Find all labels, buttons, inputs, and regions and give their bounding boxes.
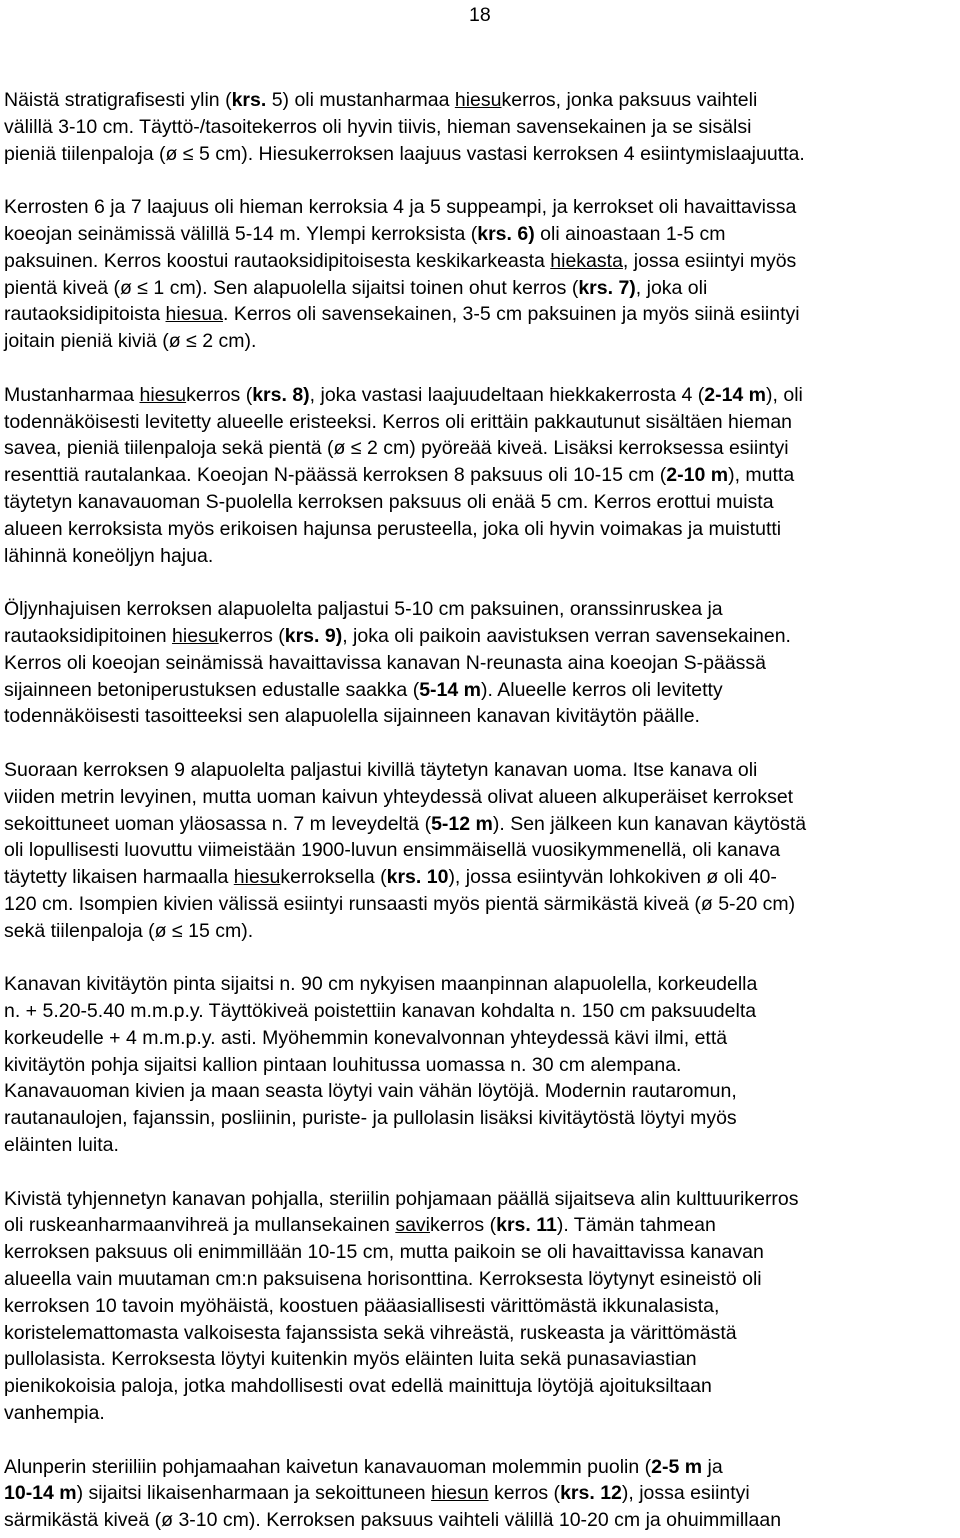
bold-text: krs. (560, 1482, 595, 1505)
bold-text: 2-14 m (704, 383, 767, 406)
text-line (4, 1025, 956, 1052)
text-segment: pientä kiveä (ø ≤ 1 cm). Sen alapuolella sijaitsi toinen ohut kerros ( (4, 276, 579, 299)
text-segment: ). Sen jälkeen kun kanavan käytöstä (492, 812, 807, 835)
text-segment: rautaoksidipitoinen (4, 624, 173, 647)
text-line (4, 677, 956, 704)
underlined-term: hiesu (139, 383, 187, 406)
text-segment: oli ruskeanharmaanvihreä ja mullansekainen (4, 1214, 396, 1237)
text-segment: todennäköisesti tasoitteeksi sen alapuolella sijainneen kanavan kivitäytön päälle. (4, 705, 700, 728)
text-segment: särmikästä kiveä (ø 3-10 cm). Kerroksen paksuus vaihteli välillä 10-20 cm ja ohuimmillaan (4, 1509, 782, 1532)
text-segment: ), mutta (728, 464, 795, 487)
text-line (4, 623, 956, 650)
text-segment: välillä 3-10 cm. Täyttö-/tasoitekerros oli hyvin tiivis, hieman savensekainen ja se sisälsi (4, 115, 752, 138)
text-line (4, 1186, 956, 1213)
text-segment: vanhempia. (4, 1402, 105, 1425)
text-line (4, 1480, 956, 1507)
text-line (4, 328, 956, 355)
text-segment: Kivistä tyhjennetyn kanavan pohjalla, steriilin pohjamaan päällä sijaitseva alin kulttuurikerros (4, 1187, 799, 1210)
text-line (4, 1052, 956, 1079)
text-segment: , jossa esiintyi myös (622, 249, 797, 272)
text-line (4, 462, 956, 489)
text-line (4, 1373, 956, 1400)
text-segment: rautanaulojen, fajanssin, posliinin, puriste- ja pullolasin lisäksi kivitäytöstä löytyi myös (4, 1107, 737, 1130)
text-segment: 120 cm. Isompien kivien välissä esiintyi runsaasti myös pientä särmikästä kiveä (ø 5-20 cm) (4, 892, 796, 915)
paragraph (4, 596, 956, 730)
bold-text: krs. (578, 276, 614, 299)
text-segment: Öljynhajuisen kerroksen alapuolelta paljastui 5-10 cm paksuinen, oranssinruskea ja (4, 598, 723, 621)
text-segment: Mustanharmaa (4, 383, 140, 406)
bold-text: 10 (426, 866, 449, 889)
text-segment: kerros ( (430, 1214, 497, 1237)
text-segment: alueen kerroksista myös erikoisen hajunsa perusteella, joka oli hyvin voimakas ja muistutti (4, 517, 782, 540)
text-segment: oli lopullisesti luovuttu viimeistään 1900-luvun ensimmäisellä vuosikymmenellä, oli kanava (4, 839, 781, 862)
text-line (4, 784, 956, 811)
text-line (4, 864, 956, 891)
text-line (4, 516, 956, 543)
text-line (4, 1454, 956, 1481)
text-segment: lähinnä koneöljyn hajua. (4, 544, 214, 567)
text-line (4, 275, 956, 302)
text-line (4, 891, 956, 918)
bold-text: 2-10 m (666, 464, 729, 487)
text-line (4, 489, 956, 516)
text-line (4, 1239, 956, 1266)
paragraph (4, 382, 956, 570)
text-segment: sekä tiilenpaloja (ø ≤ 15 cm). (4, 919, 254, 942)
text-segment: Kanavauoman kivien ja maan seasta löytyi vain vähän löytöjä. Modernin rautaromun, (4, 1080, 737, 1103)
text-line (4, 811, 956, 838)
text-segment: korkeudelle + 4 m.m.p.y. asti. Myöhemmin konevalvonnan yhteydessä kävi ilmi, että (4, 1026, 728, 1049)
text-line (4, 87, 956, 114)
text-segment: kivitäytön pohja sijaitsi kallion pintaan louhitussa uomassa n. 30 cm alempana. (4, 1053, 682, 1076)
text-segment: ) sijaitsi likaisenharmaan ja sekoittuneen (76, 1482, 432, 1505)
text-segment: kerros ( (218, 624, 285, 647)
bold-text: 12 (600, 1482, 622, 1505)
text-segment: todennäköisesti levitetty alueelle eristeeksi. Kerros oli erittäin pakkautunut sisältäen hieman (4, 410, 793, 433)
text-segment: kerroksen paksuus oli enimmillään 10-15 cm, mutta paikoin se oli havaittavissa kanavan (4, 1241, 764, 1264)
text-segment: , joka vastasi laajuudeltaan hiekkakerrosta 4 ( (309, 383, 705, 406)
text-segment: eläinten luita. (4, 1134, 119, 1157)
text-line (4, 301, 956, 328)
text-line (4, 543, 956, 570)
text-segment: joitain pieniä kiviä (ø ≤ 2 cm). (4, 330, 257, 353)
text-line (4, 1105, 956, 1132)
text-line (4, 918, 956, 945)
text-segment: Kerros oli koeojan seinämissä havaittavissa kanavan N-reunasta aina koeojan S-päässä (4, 651, 767, 674)
text-line (4, 998, 956, 1025)
bold-text: 6) (517, 222, 535, 245)
text-segment: ), oli (766, 383, 803, 406)
text-segment: Kanavan kivitäytön pinta sijaitsi n. 90 cm nykyisen maanpinnan alapuolella, korkeudella (4, 973, 758, 996)
text-segment: kerros ( (186, 383, 253, 406)
bold-text: 5-12 m (431, 812, 493, 835)
text-segment: sekoittuneet uoman yläosassa n. 7 m leveydeltä ( (4, 812, 432, 835)
bold-text: krs. (252, 383, 287, 406)
text-line (4, 114, 956, 141)
paragraph (4, 1186, 956, 1427)
bold-text: krs. (386, 866, 422, 889)
body-text (4, 87, 956, 1534)
text-line (4, 221, 956, 248)
text-segment: alueella vain muutaman cm:n paksuisena horisonttina. Kerroksesta löytynyt esineistö oli (4, 1268, 762, 1291)
text-line (4, 435, 956, 462)
text-line (4, 757, 956, 784)
text-line (4, 382, 956, 409)
bold-text: 5-14 m (419, 678, 481, 701)
text-segment: viiden metrin levyinen, mutta uoman kaivun yhteydessä olivat alueen alkuperäiset kerrokset (4, 785, 794, 808)
text-segment: pieniä tiilenpaloja (ø ≤ 5 cm). Hiesukerroksen laajuus vastasi kerroksen 4 esiintymislaajuutta. (4, 142, 805, 165)
bold-text: 9) (324, 624, 343, 647)
text-segment: . Kerros oli savensekainen, 3-5 cm paksuinen ja myös siinä esiintyi (222, 303, 800, 326)
text-segment: rautaoksidipitoista (4, 303, 166, 326)
underlined-term: hiekasta (550, 249, 623, 272)
bold-text: krs. (477, 222, 512, 245)
text-segment: koeojan seinämissä välillä 5-14 m. Ylempi kerroksista ( (4, 222, 478, 245)
text-line (4, 1266, 956, 1293)
text-segment: sijainneen betoniperustuksen edustalle saakka ( (4, 678, 420, 701)
bold-text: 10-14 m (4, 1482, 77, 1505)
text-segment: ), jossa esiintyi (621, 1482, 750, 1505)
text-segment: Alunperin steriiliin pohjamaahan kaivetun kanavauoman molemmin puolin ( (4, 1455, 652, 1478)
text-line (4, 248, 956, 275)
text-segment: , joka oli (635, 276, 708, 299)
text-segment: kerroksen 10 tavoin myöhäistä, koostuen pääasiallisesti värittömästä ikkunalasista, (4, 1294, 720, 1317)
text-line (4, 1346, 956, 1373)
text-line (4, 194, 956, 221)
text-segment: ). Tämän tahmean (556, 1214, 716, 1237)
text-segment: ). Alueelle kerros oli levitetty (480, 678, 723, 701)
text-line (4, 703, 956, 730)
bold-text: krs. (284, 624, 320, 647)
paragraph (4, 1454, 956, 1534)
text-segment: pienikokoisia paloja, jotka mahdollisesti ovat edellä mainittuja löytöjä ajoituksiltaan (4, 1375, 712, 1398)
bold-text: krs. 11 (496, 1214, 557, 1237)
text-line (4, 1400, 956, 1427)
text-line (4, 1078, 956, 1105)
text-line (4, 971, 956, 998)
bold-text: krs. (231, 89, 267, 111)
underlined-term: hiesun (431, 1482, 489, 1505)
text-line (4, 141, 956, 168)
underlined-term: hiesua (165, 303, 223, 326)
text-segment: , joka oli paikoin aavistuksen verran savensekainen. (342, 624, 791, 647)
text-segment: Suoraan kerroksen 9 alapuolelta paljastui kivillä täytetyn kanavan uoma. Itse kanava oli (4, 758, 758, 781)
text-segment: resenttiä rautalankaa. Koeojan N-päässä kerroksen 8 paksuus oli 10-15 cm ( (4, 464, 667, 487)
text-line (4, 1320, 956, 1347)
text-segment: ja (702, 1455, 723, 1478)
text-line (4, 1507, 956, 1534)
text-segment: Kerrosten 6 ja 7 laajuus oli hieman kerroksia 4 ja 5 suppeampi, ja kerrokset oli havaittavissa (4, 196, 797, 219)
text-segment: kerroksella ( (280, 866, 387, 889)
text-segment: kerros, jonka paksuus vaihteli (501, 89, 758, 111)
bold-text: 7) (618, 276, 636, 299)
text-segment: täytetyn kanavauoman S-puolella kerroksen paksuus oli enää 5 cm. Kerros erottui muista (4, 490, 774, 513)
underlined-term: hiesu (233, 866, 281, 889)
text-segment: ), jossa esiintyvän lohkokiven ø oli 40- (448, 866, 777, 889)
paragraph (4, 194, 956, 355)
paragraph (4, 971, 956, 1159)
text-segment: oli ainoastaan 1-5 cm (534, 222, 726, 245)
text-segment: Näistä stratigrafisesti ylin ( (4, 89, 232, 111)
text-segment: savea, pieniä tiilenpaloja sekä pientä (ø ≤ 2 cm) pyöreää kiveä. Lisäksi kerroksessa esiintyi (4, 437, 789, 460)
text-segment: kerros ( (488, 1482, 561, 1505)
bold-text: 2-5 m (651, 1455, 703, 1478)
paragraph (4, 87, 956, 167)
bold-text: 8) (292, 383, 310, 406)
underlined-term: savi (395, 1214, 430, 1237)
text-segment: koristelemattomasta valkoisesta fajanssista sekä vihreästä, ruskeasta ja värittömästä (4, 1321, 737, 1344)
text-line (4, 837, 956, 864)
text-line (4, 1132, 956, 1159)
text-line (4, 650, 956, 677)
text-segment: paksuinen. Kerros koostui rautaoksidipitoisesta keskikarkeasta (4, 249, 551, 272)
text-line (4, 409, 956, 436)
text-line (4, 1293, 956, 1320)
text-segment: pullolasista. Kerroksesta löytyi kuitenkin myös eläinten luita sekä punasaviastian (4, 1348, 697, 1371)
paragraph (4, 757, 956, 945)
page-number: 18 (469, 4, 491, 26)
text-line (4, 596, 956, 623)
text-segment: 5) oli mustanharmaa (266, 89, 455, 111)
underlined-term: hiesu (454, 89, 502, 111)
text-segment: täytetty likaisen harmaalla (4, 866, 234, 889)
text-line (4, 1212, 956, 1239)
underlined-term: hiesu (172, 624, 219, 647)
text-segment: n. + 5.20-5.40 m.m.p.y. Täyttökiveä poistettiin kanavan kohdalta n. 150 cm paksuudelta (4, 1000, 757, 1023)
